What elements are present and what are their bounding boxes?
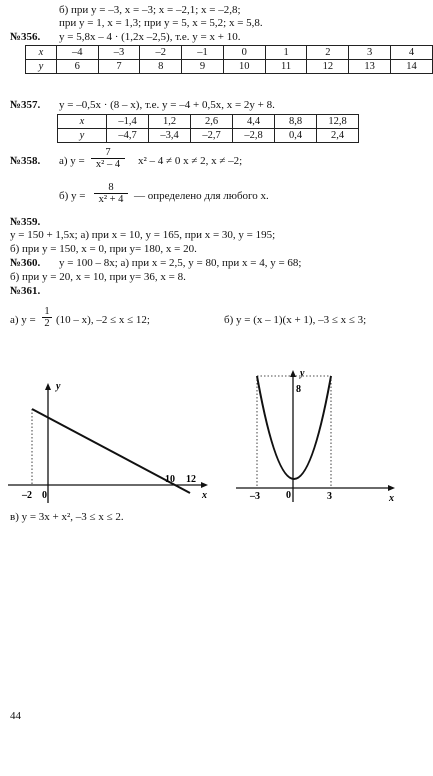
table-cell: 1,2 xyxy=(149,115,191,129)
table-cell: 2,6 xyxy=(191,115,233,129)
table-cell: 0,4 xyxy=(275,129,317,143)
table-cell: –2,8 xyxy=(233,129,275,143)
tick-label: 0 xyxy=(286,490,291,501)
table-cell: 2 xyxy=(307,46,349,60)
table-cell: 2,4 xyxy=(317,129,359,143)
problem-number: №361. xyxy=(10,285,41,297)
fraction xyxy=(42,306,52,329)
fraction-numerator: 7 xyxy=(105,147,111,158)
x-axis-label: x xyxy=(389,493,394,504)
table-cell: 13 xyxy=(349,60,391,74)
table-cell: 0 xyxy=(223,46,265,60)
tick-label: 10 xyxy=(165,474,175,485)
text-line: б) y = (x – 1)(x + 1), –3 ≤ x ≤ 3; xyxy=(224,314,367,326)
x-axis-arrow xyxy=(388,485,395,491)
table-row xyxy=(58,115,359,129)
tick-label: 3 xyxy=(327,491,332,502)
fraction-denominator: x² – 4 xyxy=(91,158,125,170)
text-line: б) при y = 20, x = 10, при y= 36, x = 8. xyxy=(10,271,186,283)
table-cell: –1 xyxy=(182,46,224,60)
text-line: y = 100 – 8x; а) при x = 2,5, y = 80, при x = 4, y = 68; xyxy=(59,257,302,269)
table-cell: –3 xyxy=(98,46,140,60)
text-line: x² – 4 ≠ 0 x ≠ 2, x ≠ –2; xyxy=(138,155,243,167)
table-row xyxy=(58,129,359,143)
table-cell: 1 xyxy=(265,46,307,60)
table-cell: 9 xyxy=(182,60,224,74)
tick-label: –3 xyxy=(250,491,260,502)
table-cell: –1,4 xyxy=(107,115,149,129)
tick-label: –2 xyxy=(22,490,32,501)
table-cell: y xyxy=(58,129,107,143)
table-cell: –2 xyxy=(140,46,182,60)
table-cell: 10 xyxy=(223,60,265,74)
table-cell: 7 xyxy=(98,60,140,74)
table-cell: 4,4 xyxy=(233,115,275,129)
tick-label: 0 xyxy=(42,490,47,501)
text-line: y = –0,5x · (8 – x), т.е. y = –4 + 0,5x, x = 2y + 8. xyxy=(59,99,275,111)
table-cell: 8 xyxy=(140,60,182,74)
fraction xyxy=(91,147,125,170)
y-axis-label: y xyxy=(300,368,305,379)
table-cell: 8,8 xyxy=(275,115,317,129)
text-line: а) y = xyxy=(10,314,36,326)
parabola-curve xyxy=(257,376,331,479)
y-axis-label: y xyxy=(56,381,61,392)
problem-number: №360. xyxy=(10,257,41,269)
table-row xyxy=(26,60,433,74)
y-axis-arrow xyxy=(45,383,51,390)
table-cell: 4 xyxy=(391,46,433,60)
problem-number: №358. xyxy=(10,155,41,167)
fraction-numerator: 1 xyxy=(44,306,50,317)
x-axis-arrow xyxy=(201,482,208,488)
text-line: б) при y = 150, x = 0, при y= 180, x = 20. xyxy=(10,243,197,255)
text-line: в) y = 3x + x², –3 ≤ x ≤ 2. xyxy=(10,511,124,523)
text-line: y = 150 + 1,5x; а) при x = 10, y = 165, при x = 30, y = 195; xyxy=(10,229,276,241)
table-cell: x xyxy=(58,115,107,129)
graph-a xyxy=(0,375,215,510)
problem-number: №359. xyxy=(10,216,41,228)
tick-label: 12 xyxy=(186,474,196,485)
table-357 xyxy=(57,114,359,143)
x-axis-label: x xyxy=(202,490,207,501)
page-number: 44 xyxy=(10,710,21,722)
table-cell: 12,8 xyxy=(317,115,359,129)
table-cell: –3,4 xyxy=(149,129,191,143)
table-cell: 14 xyxy=(391,60,433,74)
table-356 xyxy=(25,45,433,74)
table-cell: –4,7 xyxy=(107,129,149,143)
text-line: а) y = xyxy=(59,155,85,167)
fraction-denominator: x² + 4 xyxy=(94,193,128,205)
table-cell: 11 xyxy=(265,60,307,74)
fraction-denominator: 2 xyxy=(42,317,52,329)
table-cell: –2,7 xyxy=(191,129,233,143)
table-cell: x xyxy=(26,46,57,60)
table-cell: y xyxy=(26,60,57,74)
text-line: б) y = xyxy=(59,190,86,202)
fraction xyxy=(94,182,128,205)
table-cell: –4 xyxy=(56,46,98,60)
table-cell: 6 xyxy=(56,60,98,74)
text-line: при y = 1, x = 1,3; при y = 5, x = 5,2; x = 5,8. xyxy=(59,17,263,29)
problem-number: №357. xyxy=(10,99,41,111)
text-line: y = 5,8x – 4 · (1,2x –2,5), т.е. y = x + 10. xyxy=(59,31,241,43)
table-row xyxy=(26,46,433,60)
text-line: б) при y = –3, x = –3; x = –2,1; x = –2,8; xyxy=(59,4,241,16)
problem-number: №356. xyxy=(10,31,41,43)
graph-b xyxy=(230,362,400,510)
fraction-numerator: 8 xyxy=(108,182,114,193)
table-cell: 12 xyxy=(307,60,349,74)
text-line: — определено для любого x. xyxy=(134,190,269,202)
tick-label: 8 xyxy=(296,384,301,395)
text-line: (10 – x), –2 ≤ x ≤ 12; xyxy=(56,314,150,326)
table-cell: 3 xyxy=(349,46,391,60)
